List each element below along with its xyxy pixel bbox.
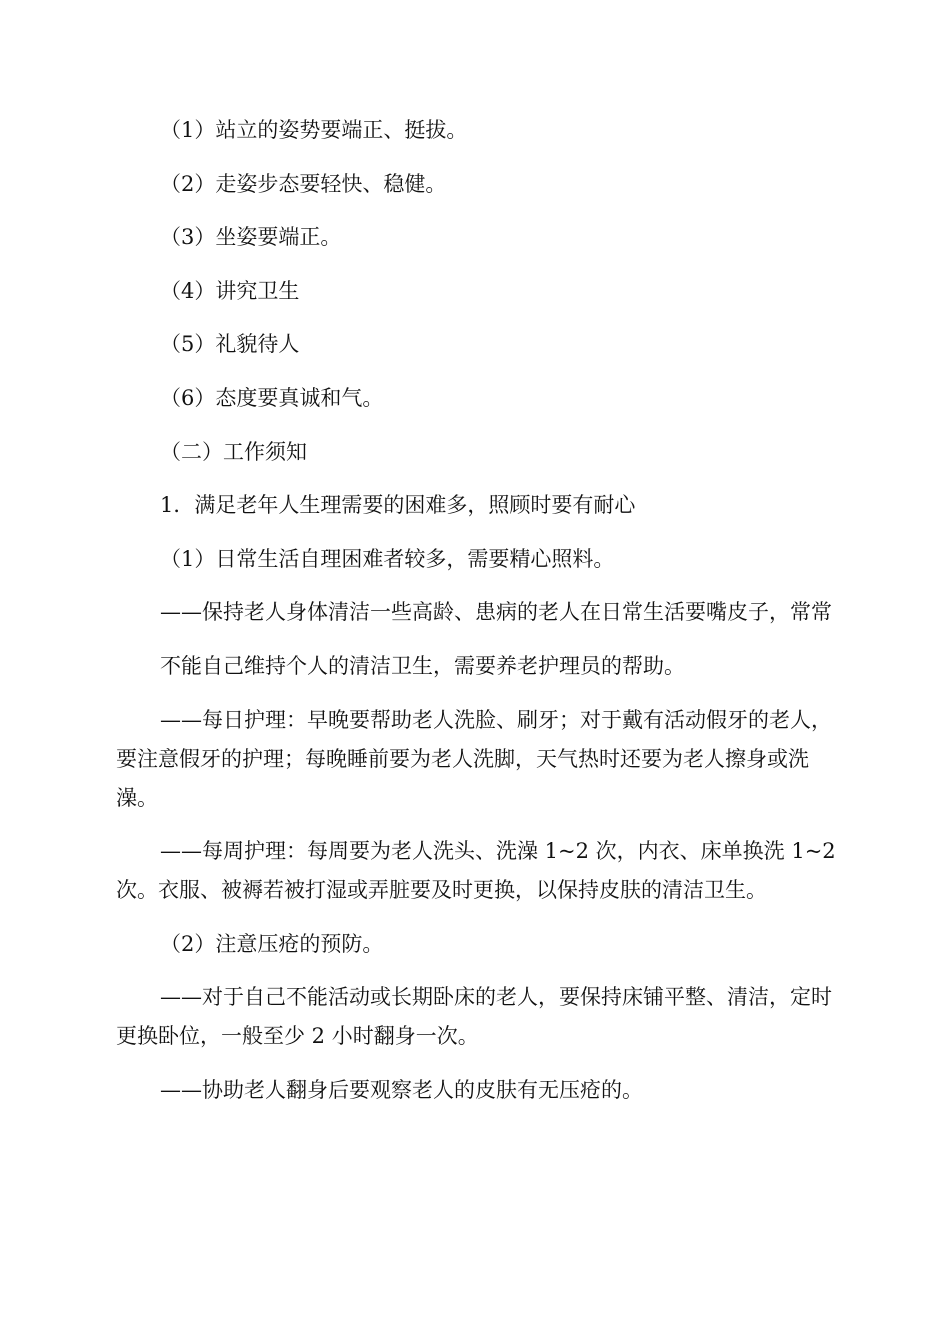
section-heading-work-notes: （二）工作须知 bbox=[160, 439, 307, 464]
paragraph-daily-nursing: ——每日护理：早晚要帮助老人洗脸、刷牙；对于戴有活动假牙的老人，要注意假牙的护理；每晚睡前要为老人洗脚，天气热时还要为老人擦身或洗澡。 bbox=[116, 707, 832, 810]
paragraph-personal-hygiene-help: 不能自己维持个人的清洁卫生，需要养老护理员的帮助。 bbox=[160, 653, 685, 678]
paragraph-posture-walking: （2）走姿步态要轻快、稳健。 bbox=[160, 171, 447, 196]
paragraph-skin-check: ——协助老人翻身后要观察老人的皮肤有无压疮的。 bbox=[160, 1077, 643, 1102]
paragraph-body-cleanliness: ——保持老人身体清洁一些高龄、患病的老人在日常生活要嘴皮子，常常 bbox=[160, 600, 832, 625]
paragraph-courtesy: （5）礼貌待人 bbox=[160, 332, 300, 357]
paragraph-hygiene: （4）讲究卫生 bbox=[160, 278, 300, 303]
paragraph-bed-turning: ——对于自己不能活动或长期卧床的老人，要保持床铺平整、清洁，定时更换卧位，一般至少 2 小时翻身一次。 bbox=[116, 985, 832, 1049]
paragraph-daily-care: （1）日常生活自理困难者较多，需要精心照料。 bbox=[160, 546, 615, 571]
subsection-heading-patience: 1．满足老年人生理需要的困难多，照顾时要有耐心 bbox=[160, 493, 636, 518]
document-body bbox=[116, 111, 836, 1125]
paragraph-posture-sitting: （3）坐姿要端正。 bbox=[160, 225, 342, 250]
paragraph-pressure-sore-heading: （2）注意压疮的预防。 bbox=[160, 931, 384, 956]
paragraph-attitude: （6）态度要真诚和气。 bbox=[160, 385, 384, 410]
paragraph-posture-standing: （1）站立的姿势要端正、挺拔。 bbox=[160, 118, 468, 142]
paragraph-weekly-nursing: ——每周护理：每周要为老人洗头、洗澡 1~2 次，内衣、床单换洗 1~2 次。衣服、被褥若被打湿或弄脏要及时更换，以保持皮肤的清洁卫生。 bbox=[116, 839, 836, 903]
